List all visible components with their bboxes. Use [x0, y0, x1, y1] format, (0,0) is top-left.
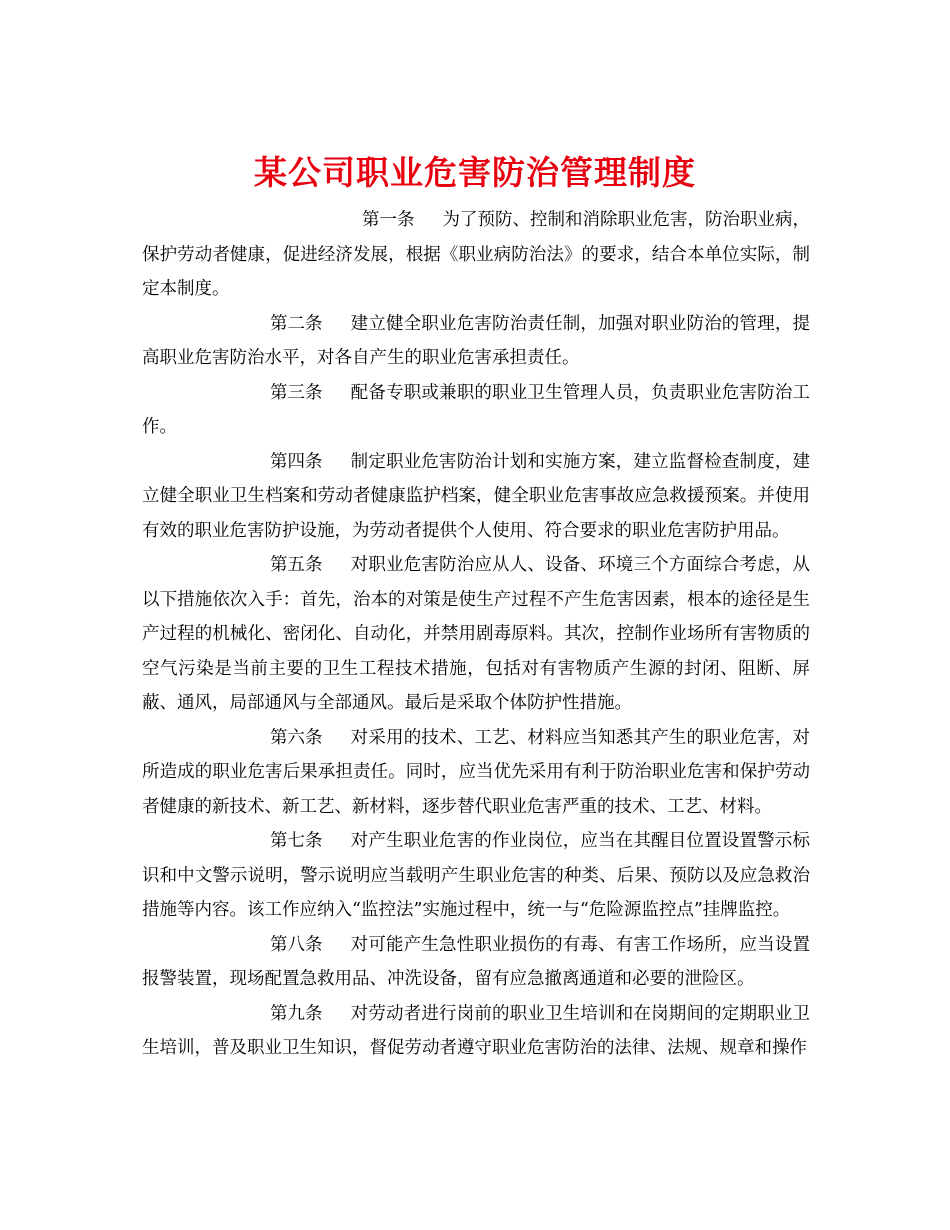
- article-6: [142, 721, 810, 825]
- article-text: 对可能产生急性职业损伤的有毒、有害工作场所，应当设置报警装置，现场配置急救用品、冲洗设备，留有应急撤离通道和必要的泄险区。: [142, 934, 810, 989]
- article-number: 第五条: [270, 555, 323, 575]
- article-text: 对劳动者进行岗前的职业卫生培训和在岗期间的定期职业卫生培训，普及职业卫生知识，督促劳动者遵守职业危害防治的法律、法规、规章和操作: [142, 1003, 810, 1058]
- article-number: 第九条: [270, 1003, 323, 1024]
- article-number: 第三条: [270, 382, 323, 403]
- article-text: 对职业危害防治应从人、设备、环境三个方面综合考虑，从以下措施依次入手：首先，治本的对策是使生产过程不产生危害因素，根本的途径是生产过程的机械化、密闭化、自动化，并禁用剧毒原料。其次，控制作业场所有害物质的空气污染是当前主要的卫生工程技术措施，包括对有害物质产生源的封闭、阻断、屏蔽、通风，局部通风与全部通风。最后是采取个体防护性措施。: [142, 555, 810, 713]
- document-title: 某公司职业危害防治管理制度: [254, 153, 696, 193]
- article-number: 第六条: [270, 727, 323, 748]
- article-5: [142, 548, 810, 721]
- article-number: 第八条: [270, 934, 323, 955]
- article-8: [142, 928, 810, 997]
- article-text: 对采用的技术、工艺、材料应当知悉其产生的职业危害，对所造成的职业危害后果承担责任。同时，应当优先采用有利于防治职业危害和保护劳动者健康的新技术、新工艺、新材料，逐步替代职业危害严重的技术、工艺、材料。: [142, 727, 810, 817]
- article-text: 对产生职业危害的作业岗位，应当在其醒目位置设置警示标识和中文警示说明，警示说明应当载明产生职业危害的种类、后果、预防以及应急救治措施等内容。该工作应纳入“监控法”实施过程中，统一与“危险源监控点”挂牌监控。: [142, 831, 810, 920]
- article-text: 建立健全职业危害防治责任制，加强对职业防治的管理，提高职业危害防治水平，对各自产生的职业危害承担责任。: [142, 313, 810, 368]
- article-3: [142, 376, 810, 445]
- article-number: 第二条: [270, 313, 323, 334]
- article-text: 制定职业危害防治计划和实施方案，建立监督检查制度，建立健全职业卫生档案和劳动者健康监护档案，健全职业危害事故应急救援预案。并使用有效的职业危害防护设施，为劳动者提供个人使用、符合要求的职业危害防护用品。: [142, 451, 810, 541]
- article-number: 第四条: [270, 451, 323, 472]
- document-body: [142, 203, 810, 1066]
- article-text: 配备专职或兼职的职业卫生管理人员，负责职业危害防治工作。: [142, 382, 810, 437]
- article-1: [142, 203, 810, 307]
- article-9: [142, 997, 810, 1066]
- article-number: 第七条: [270, 831, 323, 851]
- article-4: [142, 445, 810, 549]
- article-text: 为了预防、控制和消除职业危害，防治职业病，保护劳动者健康，促进经济发展，根据《职业病防治法》的要求，结合本单位实际，制定本制度。: [142, 210, 810, 299]
- article-7: [142, 824, 810, 928]
- article-2: [142, 307, 810, 376]
- article-number: 第一条: [362, 210, 415, 230]
